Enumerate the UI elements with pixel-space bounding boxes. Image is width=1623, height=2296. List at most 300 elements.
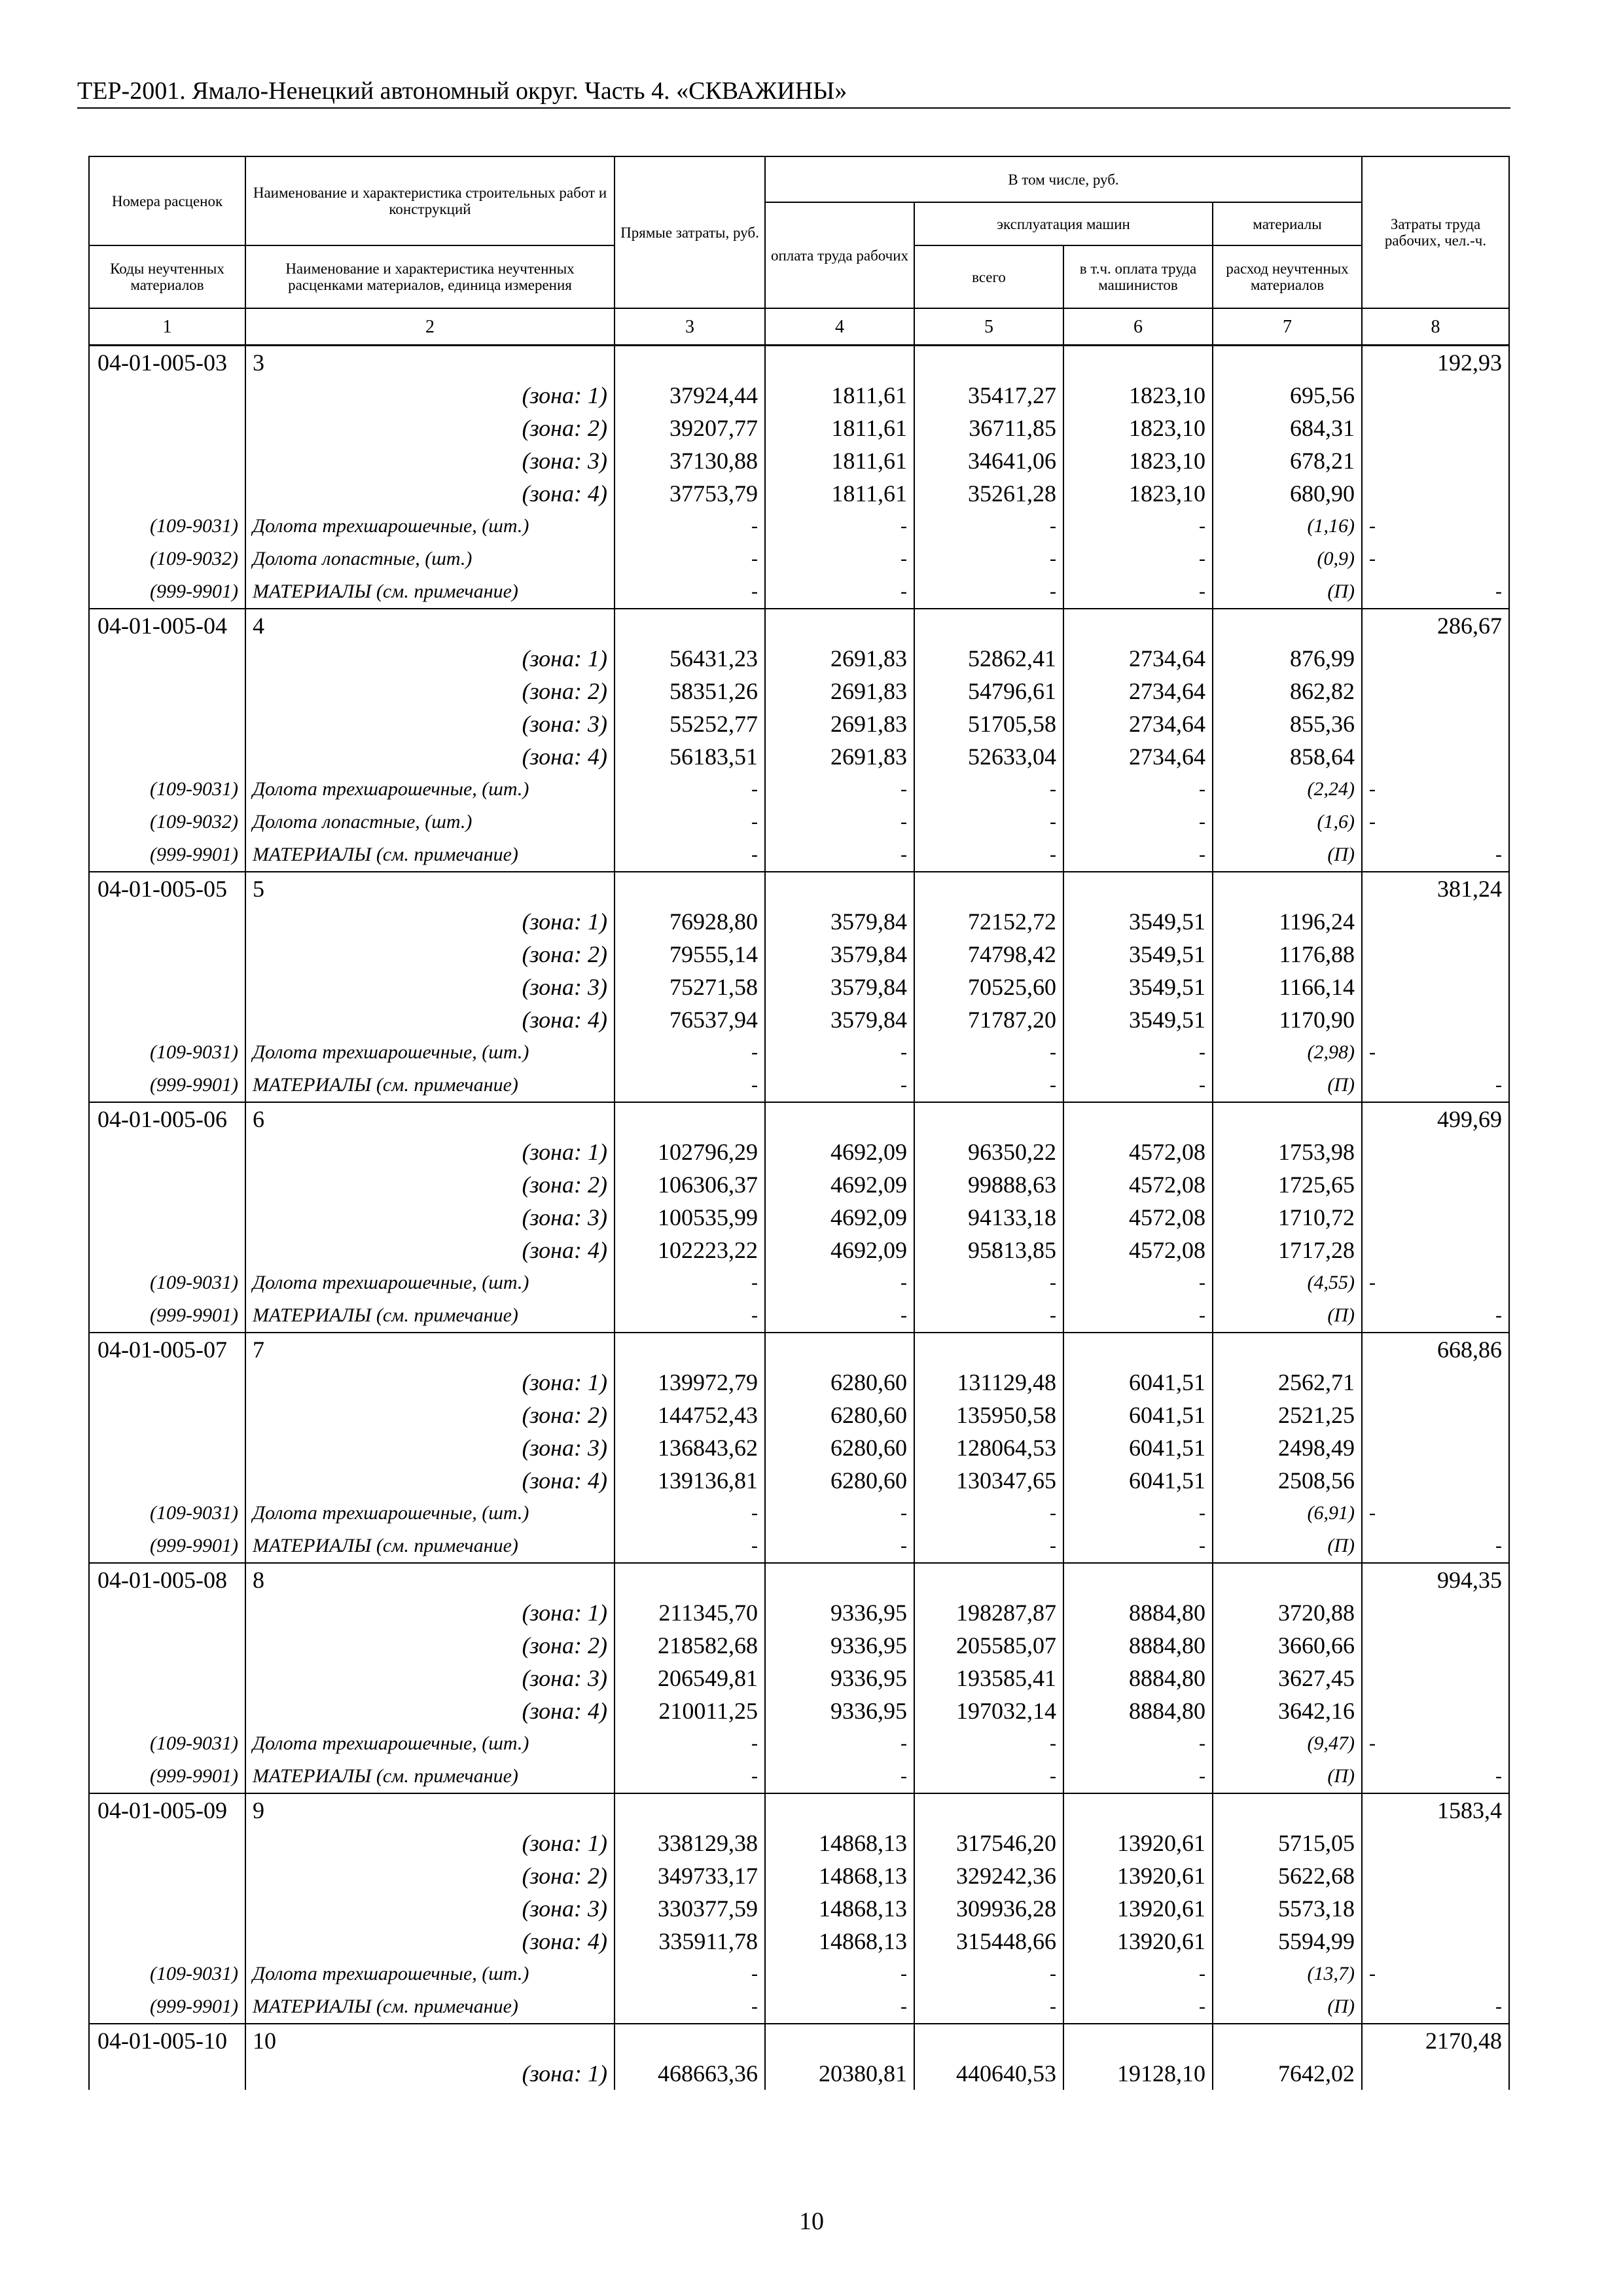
labor-pay-cell: 9336,95 <box>765 1662 914 1695</box>
labor-pay-cell: 3579,84 <box>765 971 914 1003</box>
table-header <box>89 156 1509 346</box>
col-work-name-header: Наименование и характеристика строительных работ и конструкций <box>245 156 615 245</box>
empty-cell <box>89 1366 245 1399</box>
machines-total-cell: 71787,20 <box>914 1003 1063 1036</box>
machines-total-cell: - <box>914 1760 1063 1793</box>
machines-pay-cell: 4572,08 <box>1063 1234 1213 1266</box>
machines-pay-cell: 1823,10 <box>1063 477 1213 510</box>
labor-pay-cell: - <box>765 1497 914 1530</box>
empty-cell <box>1362 477 1509 510</box>
empty-cell <box>765 609 914 642</box>
machines-pay-cell: - <box>1063 1497 1213 1530</box>
materials-cell: 862,82 <box>1213 675 1362 708</box>
machines-total-cell: 197032,14 <box>914 1695 1063 1727</box>
labor-pay-cell: - <box>765 806 914 838</box>
zone-row <box>89 905 1509 938</box>
column-numbers-row <box>89 308 1509 346</box>
empty-cell <box>1362 1662 1509 1695</box>
empty-cell <box>89 1827 245 1859</box>
machines-pay-cell: - <box>1063 543 1213 575</box>
empty-cell <box>914 609 1063 642</box>
column-number: 4 <box>765 308 914 346</box>
direct-costs-cell: 39207,77 <box>615 412 765 444</box>
rate-code-cell: 04-01-005-09 <box>89 1793 245 1827</box>
labor-pay-cell: 1811,61 <box>765 477 914 510</box>
materials-cell: 1717,28 <box>1213 1234 1362 1266</box>
machines-pay-cell: 2734,64 <box>1063 642 1213 675</box>
rate-code-cell: 04-01-005-05 <box>89 872 245 905</box>
empty-cell <box>765 2024 914 2057</box>
zone-label-cell: (зона: 1) <box>245 1596 615 1629</box>
zone-row <box>89 2057 1509 2090</box>
machines-pay-cell: 1823,10 <box>1063 379 1213 412</box>
empty-cell <box>1362 642 1509 675</box>
empty-cell <box>1213 1793 1362 1827</box>
machines-pay-cell: 13920,61 <box>1063 1827 1213 1859</box>
zone-label-cell: (зона: 2) <box>245 1629 615 1662</box>
col-including-header: В том числе, руб. <box>765 156 1362 202</box>
empty-cell <box>89 1596 245 1629</box>
rate-code-cell: 04-01-005-07 <box>89 1333 245 1366</box>
labor-cost-cell: - <box>1362 773 1509 806</box>
zone-row <box>89 1596 1509 1629</box>
column-number: 3 <box>615 308 765 346</box>
materials-cell: (1,16) <box>1213 510 1362 543</box>
empty-cell <box>914 1793 1063 1827</box>
materials-cell: (2,98) <box>1213 1036 1362 1069</box>
labor-pay-cell: 1811,61 <box>765 412 914 444</box>
empty-cell <box>1362 1596 1509 1629</box>
direct-costs-cell: 76537,94 <box>615 1003 765 1036</box>
empty-cell <box>89 379 245 412</box>
empty-cell <box>615 1102 765 1136</box>
rate-group-row <box>89 872 1509 905</box>
rate-group-row <box>89 1563 1509 1596</box>
machines-pay-cell: 4572,08 <box>1063 1168 1213 1201</box>
direct-costs-cell: - <box>615 1069 765 1102</box>
machines-pay-cell: 13920,61 <box>1063 1925 1213 1958</box>
direct-costs-cell: - <box>615 1727 765 1760</box>
empty-cell <box>89 708 245 740</box>
labor-cost-cell: - <box>1362 575 1509 609</box>
resource-row <box>89 575 1509 609</box>
direct-costs-cell: 37924,44 <box>615 379 765 412</box>
empty-cell <box>765 872 914 905</box>
direct-costs-cell: 55252,77 <box>615 708 765 740</box>
empty-cell <box>89 477 245 510</box>
materials-cell: 1196,24 <box>1213 905 1362 938</box>
zone-label-cell: (зона: 1) <box>245 2057 615 2090</box>
machines-pay-cell: - <box>1063 575 1213 609</box>
empty-cell <box>89 971 245 1003</box>
rate-name-cell: 5 <box>245 872 615 905</box>
machines-total-cell: 317546,20 <box>914 1827 1063 1859</box>
zone-label-cell: (зона: 3) <box>245 444 615 477</box>
machines-pay-cell: 2734,64 <box>1063 675 1213 708</box>
machines-total-cell: 99888,63 <box>914 1168 1063 1201</box>
empty-cell <box>1362 1464 1509 1497</box>
labor-cost-cell: - <box>1362 1958 1509 1990</box>
machines-pay-cell: 6041,51 <box>1063 1464 1213 1497</box>
rate-code-cell: 04-01-005-10 <box>89 2024 245 2057</box>
zone-row <box>89 379 1509 412</box>
empty-cell <box>1362 675 1509 708</box>
resource-row <box>89 1760 1509 1793</box>
machines-total-cell: - <box>914 510 1063 543</box>
empty-cell <box>615 609 765 642</box>
materials-cell: 1710,72 <box>1213 1201 1362 1234</box>
zone-row <box>89 642 1509 675</box>
materials-cell: 1170,90 <box>1213 1003 1362 1036</box>
empty-cell <box>1362 938 1509 971</box>
direct-costs-cell: 144752,43 <box>615 1399 765 1431</box>
zone-label-cell: (зона: 1) <box>245 642 615 675</box>
labor-pay-cell: 14868,13 <box>765 1892 914 1925</box>
machines-total-cell: 94133,18 <box>914 1201 1063 1234</box>
labor-pay-cell: 4692,09 <box>765 1136 914 1168</box>
materials-cell: 876,99 <box>1213 642 1362 675</box>
labor-pay-cell: 1811,61 <box>765 379 914 412</box>
labor-pay-cell: 6280,60 <box>765 1431 914 1464</box>
rate-group-row <box>89 1793 1509 1827</box>
materials-cell: 3660,66 <box>1213 1629 1362 1662</box>
labor-cost-cell: 668,86 <box>1362 1333 1509 1366</box>
empty-cell <box>89 642 245 675</box>
zone-row <box>89 1827 1509 1859</box>
direct-costs-cell: 56431,23 <box>615 642 765 675</box>
resource-name-cell: Долота лопастные, (шт.) <box>245 806 615 838</box>
machines-total-cell: 96350,22 <box>914 1136 1063 1168</box>
zone-label-cell: (зона: 2) <box>245 1859 615 1892</box>
zone-label-cell: (зона: 4) <box>245 740 615 773</box>
empty-cell <box>914 2024 1063 2057</box>
zone-label-cell: (зона: 3) <box>245 1201 615 1234</box>
direct-costs-cell: - <box>615 1497 765 1530</box>
rate-name-cell: 7 <box>245 1333 615 1366</box>
empty-cell <box>1362 1399 1509 1431</box>
materials-cell: 1725,65 <box>1213 1168 1362 1201</box>
labor-pay-cell: - <box>765 1299 914 1333</box>
zone-row <box>89 1629 1509 1662</box>
empty-cell <box>89 444 245 477</box>
labor-pay-cell: - <box>765 838 914 872</box>
labor-cost-cell: - <box>1362 1990 1509 2024</box>
materials-cell: (1,6) <box>1213 806 1362 838</box>
labor-cost-cell: - <box>1362 1069 1509 1102</box>
resource-name-cell: МАТЕРИАЛЫ (см. примечание) <box>245 1530 615 1563</box>
rate-group-row <box>89 609 1509 642</box>
zone-label-cell: (зона: 2) <box>245 938 615 971</box>
empty-cell <box>1213 872 1362 905</box>
materials-cell: (6,91) <box>1213 1497 1362 1530</box>
empty-cell <box>1362 905 1509 938</box>
machines-pay-cell: - <box>1063 1990 1213 2024</box>
direct-costs-cell: 210011,25 <box>615 1695 765 1727</box>
materials-cell: (2,24) <box>1213 773 1362 806</box>
labor-pay-cell: 6280,60 <box>765 1366 914 1399</box>
empty-cell <box>89 740 245 773</box>
resource-name-cell: Долота трехшарошечные, (шт.) <box>245 1036 615 1069</box>
labor-cost-cell: - <box>1362 1036 1509 1069</box>
labor-cost-cell: - <box>1362 510 1509 543</box>
price-table <box>88 156 1510 2090</box>
zone-label-cell: (зона: 2) <box>245 412 615 444</box>
labor-pay-cell: - <box>765 1036 914 1069</box>
resource-code-cell: (999-9901) <box>89 1990 245 2024</box>
machines-pay-cell: 8884,80 <box>1063 1629 1213 1662</box>
labor-cost-cell: 499,69 <box>1362 1102 1509 1136</box>
resource-name-cell: Долота трехшарошечные, (шт.) <box>245 510 615 543</box>
zone-label-cell: (зона: 4) <box>245 1234 615 1266</box>
empty-cell <box>1362 1892 1509 1925</box>
rate-name-cell: 6 <box>245 1102 615 1136</box>
resource-name-cell: МАТЕРИАЛЫ (см. примечание) <box>245 1760 615 1793</box>
zone-row <box>89 1892 1509 1925</box>
empty-cell <box>615 872 765 905</box>
machines-pay-cell: 13920,61 <box>1063 1859 1213 1892</box>
zone-label-cell: (зона: 3) <box>245 1892 615 1925</box>
col-machines-pay-header: в т.ч. оплата труда машинистов <box>1063 245 1213 308</box>
materials-cell: 3627,45 <box>1213 1662 1362 1695</box>
empty-cell <box>89 1234 245 1266</box>
direct-costs-cell: - <box>615 1990 765 2024</box>
labor-pay-cell: 6280,60 <box>765 1464 914 1497</box>
resource-name-cell: МАТЕРИАЛЫ (см. примечание) <box>245 1990 615 2024</box>
materials-cell: (9,47) <box>1213 1727 1362 1760</box>
empty-cell <box>89 1003 245 1036</box>
direct-costs-cell: 330377,59 <box>615 1892 765 1925</box>
page-number: 10 <box>799 2208 824 2235</box>
empty-cell <box>89 905 245 938</box>
empty-cell <box>1063 1333 1213 1366</box>
empty-cell <box>1362 1859 1509 1892</box>
empty-cell <box>89 1168 245 1201</box>
materials-cell: 1753,98 <box>1213 1136 1362 1168</box>
empty-cell <box>765 1563 914 1596</box>
empty-cell <box>1362 708 1509 740</box>
resource-name-cell: МАТЕРИАЛЫ (см. примечание) <box>245 838 615 872</box>
resource-row <box>89 1266 1509 1299</box>
direct-costs-cell: - <box>615 1760 765 1793</box>
empty-cell <box>1213 1333 1362 1366</box>
direct-costs-cell: 349733,17 <box>615 1859 765 1892</box>
resource-row <box>89 806 1509 838</box>
rate-group-row <box>89 1102 1509 1136</box>
materials-cell: 3642,16 <box>1213 1695 1362 1727</box>
resource-row <box>89 1990 1509 2024</box>
labor-pay-cell: - <box>765 575 914 609</box>
empty-cell <box>765 1102 914 1136</box>
resource-code-cell: (999-9901) <box>89 838 245 872</box>
empty-cell <box>914 346 1063 380</box>
machines-total-cell: 72152,72 <box>914 905 1063 938</box>
machines-total-cell: 329242,36 <box>914 1859 1063 1892</box>
resource-name-cell: МАТЕРИАЛЫ (см. примечание) <box>245 575 615 609</box>
zone-row <box>89 1136 1509 1168</box>
labor-pay-cell: - <box>765 1530 914 1563</box>
labor-pay-cell: 2691,83 <box>765 740 914 773</box>
empty-cell <box>615 346 765 380</box>
labor-cost-cell: 2170,48 <box>1362 2024 1509 2057</box>
labor-pay-cell: 14868,13 <box>765 1827 914 1859</box>
direct-costs-cell: 139136,81 <box>615 1464 765 1497</box>
zone-label-cell: (зона: 4) <box>245 477 615 510</box>
materials-cell: (П) <box>1213 1299 1362 1333</box>
col-unaccounted-materials-header: расход неучтенных материалов <box>1213 245 1362 308</box>
resource-code-cell: (109-9031) <box>89 1958 245 1990</box>
empty-cell <box>1362 2057 1509 2090</box>
machines-total-cell: 130347,65 <box>914 1464 1063 1497</box>
resource-code-cell: (999-9901) <box>89 1069 245 1102</box>
labor-pay-cell: 14868,13 <box>765 1925 914 1958</box>
empty-cell <box>615 2024 765 2057</box>
resource-name-cell: Долота трехшарошечные, (шт.) <box>245 1727 615 1760</box>
zone-row <box>89 708 1509 740</box>
direct-costs-cell: 468663,36 <box>615 2057 765 2090</box>
direct-costs-cell: - <box>615 1958 765 1990</box>
machines-total-cell: 35417,27 <box>914 379 1063 412</box>
zone-label-cell: (зона: 1) <box>245 1827 615 1859</box>
empty-cell <box>1362 1003 1509 1036</box>
empty-cell <box>1063 609 1213 642</box>
direct-costs-cell: - <box>615 575 765 609</box>
machines-total-cell: - <box>914 1958 1063 1990</box>
empty-cell <box>914 1563 1063 1596</box>
machines-pay-cell: - <box>1063 1299 1213 1333</box>
col-material-codes-header: Коды неучтенных материалов <box>89 245 245 308</box>
materials-cell: 5573,18 <box>1213 1892 1362 1925</box>
zone-row <box>89 1003 1509 1036</box>
materials-cell: 858,64 <box>1213 740 1362 773</box>
materials-cell: (4,55) <box>1213 1266 1362 1299</box>
resource-code-cell: (109-9031) <box>89 510 245 543</box>
resource-code-cell: (109-9032) <box>89 543 245 575</box>
machines-total-cell: 74798,42 <box>914 938 1063 971</box>
labor-pay-cell: 2691,83 <box>765 642 914 675</box>
empty-cell <box>615 1333 765 1366</box>
resource-code-cell: (109-9031) <box>89 1727 245 1760</box>
zone-label-cell: (зона: 1) <box>245 905 615 938</box>
machines-pay-cell: - <box>1063 1760 1213 1793</box>
machines-total-cell: 128064,53 <box>914 1431 1063 1464</box>
empty-cell <box>765 1333 914 1366</box>
rate-name-cell: 4 <box>245 609 615 642</box>
zone-label-cell: (зона: 2) <box>245 675 615 708</box>
labor-pay-cell: 9336,95 <box>765 1596 914 1629</box>
zone-label-cell: (зона: 3) <box>245 971 615 1003</box>
empty-cell <box>1362 1629 1509 1662</box>
labor-pay-cell: - <box>765 1958 914 1990</box>
machines-pay-cell: 2734,64 <box>1063 708 1213 740</box>
rate-code-cell: 04-01-005-08 <box>89 1563 245 1596</box>
machines-pay-cell: 19128,10 <box>1063 2057 1213 2090</box>
labor-pay-cell: 3579,84 <box>765 938 914 971</box>
machines-pay-cell: 2734,64 <box>1063 740 1213 773</box>
machines-pay-cell: - <box>1063 838 1213 872</box>
labor-pay-cell: 1811,61 <box>765 444 914 477</box>
empty-cell <box>1362 971 1509 1003</box>
direct-costs-cell: 106306,37 <box>615 1168 765 1201</box>
direct-costs-cell: - <box>615 806 765 838</box>
machines-total-cell: 35261,28 <box>914 477 1063 510</box>
labor-pay-cell: - <box>765 1760 914 1793</box>
direct-costs-cell: 335911,78 <box>615 1925 765 1958</box>
empty-cell <box>89 1464 245 1497</box>
machines-total-cell: 34641,06 <box>914 444 1063 477</box>
machines-pay-cell: - <box>1063 1069 1213 1102</box>
materials-cell: (П) <box>1213 1530 1362 1563</box>
labor-pay-cell: 2691,83 <box>765 708 914 740</box>
empty-cell <box>89 1662 245 1695</box>
labor-pay-cell: - <box>765 1727 914 1760</box>
machines-pay-cell: 6041,51 <box>1063 1431 1213 1464</box>
resource-name-cell: Долота трехшарошечные, (шт.) <box>245 1958 615 1990</box>
materials-cell: 2521,25 <box>1213 1399 1362 1431</box>
labor-cost-cell: - <box>1362 1530 1509 1563</box>
rate-group-row <box>89 1333 1509 1366</box>
resource-row <box>89 1958 1509 1990</box>
machines-pay-cell: 6041,51 <box>1063 1399 1213 1431</box>
resource-name-cell: Долота трехшарошечные, (шт.) <box>245 773 615 806</box>
machines-total-cell: 51705,58 <box>914 708 1063 740</box>
column-number: 2 <box>245 308 615 346</box>
resource-row <box>89 773 1509 806</box>
materials-cell: (П) <box>1213 575 1362 609</box>
labor-pay-cell: 14868,13 <box>765 1859 914 1892</box>
machines-total-cell: - <box>914 1299 1063 1333</box>
resource-row <box>89 1036 1509 1069</box>
rate-name-cell: 3 <box>245 346 615 380</box>
machines-pay-cell: - <box>1063 1530 1213 1563</box>
col-material-names-header: Наименование и характеристика неучтенных расценками материалов, единица измерения <box>245 245 615 308</box>
machines-pay-cell: 3549,51 <box>1063 1003 1213 1036</box>
labor-pay-cell: 3579,84 <box>765 905 914 938</box>
empty-cell <box>89 1925 245 1958</box>
machines-total-cell: 131129,48 <box>914 1366 1063 1399</box>
zone-label-cell: (зона: 2) <box>245 1399 615 1431</box>
materials-cell: (П) <box>1213 1990 1362 2024</box>
empty-cell <box>914 1102 1063 1136</box>
resource-name-cell: МАТЕРИАЛЫ (см. примечание) <box>245 1299 615 1333</box>
direct-costs-cell: 102796,29 <box>615 1136 765 1168</box>
machines-pay-cell: 6041,51 <box>1063 1366 1213 1399</box>
direct-costs-cell: 58351,26 <box>615 675 765 708</box>
col-materials-header: материалы <box>1213 202 1362 245</box>
labor-cost-cell: - <box>1362 1727 1509 1760</box>
empty-cell <box>1362 1431 1509 1464</box>
labor-pay-cell: 4692,09 <box>765 1234 914 1266</box>
empty-cell <box>1063 1563 1213 1596</box>
empty-cell <box>1213 2024 1362 2057</box>
machines-pay-cell: - <box>1063 1266 1213 1299</box>
empty-cell <box>89 1399 245 1431</box>
rate-name-cell: 8 <box>245 1563 615 1596</box>
machines-pay-cell: - <box>1063 510 1213 543</box>
rate-code-cell: 04-01-005-04 <box>89 609 245 642</box>
materials-cell: 695,56 <box>1213 379 1362 412</box>
empty-cell <box>914 872 1063 905</box>
zone-row <box>89 938 1509 971</box>
resource-code-cell: (999-9901) <box>89 1530 245 1563</box>
materials-cell: 5715,05 <box>1213 1827 1362 1859</box>
zone-row <box>89 1662 1509 1695</box>
empty-cell <box>89 675 245 708</box>
materials-cell: (П) <box>1213 1069 1362 1102</box>
materials-cell: 2508,56 <box>1213 1464 1362 1497</box>
machines-total-cell: 198287,87 <box>914 1596 1063 1629</box>
empty-cell <box>615 1793 765 1827</box>
materials-cell: 5622,68 <box>1213 1859 1362 1892</box>
